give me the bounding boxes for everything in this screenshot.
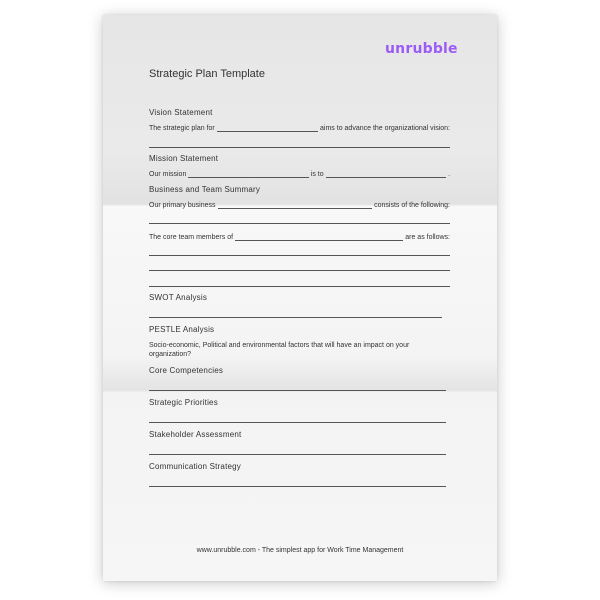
vision-plan-blank[interactable] <box>217 124 318 132</box>
business-line <box>149 201 450 209</box>
team-suffix: are as follows: <box>405 234 450 241</box>
core-competencies-heading: Core Competencies <box>149 366 224 375</box>
footer-text: www.unrubble.com - The simplest app for Work Time Management <box>196 547 404 554</box>
team-prefix: The core team members of <box>149 234 234 241</box>
mission-purpose-blank[interactable] <box>326 170 446 178</box>
page-title: Strategic Plan Template <box>149 68 265 80</box>
mission-blank[interactable] <box>188 170 308 178</box>
vision-suffix: aims to advance the organizational vision: <box>320 125 450 132</box>
mission-line <box>149 170 450 178</box>
swot-answer-line[interactable] <box>149 317 442 318</box>
swot-heading: SWOT Analysis <box>149 293 208 302</box>
strategic-priorities-heading: Strategic Priorities <box>149 398 218 407</box>
business-suffix: consists of the following: <box>374 202 450 209</box>
mission-prefix: Our mission <box>149 171 187 178</box>
unrubble-logo: unrubble <box>385 41 458 57</box>
business-blank[interactable] <box>218 201 373 209</box>
communication-answer-line[interactable] <box>149 486 446 487</box>
strategic-priorities-answer-line[interactable] <box>149 422 446 423</box>
team-answer-line-2[interactable] <box>149 270 450 271</box>
pestle-heading: PESTLE Analysis <box>149 325 215 334</box>
vision-line <box>149 124 450 132</box>
business-answer-line[interactable] <box>149 223 450 224</box>
team-answer-line-1[interactable] <box>149 255 450 256</box>
vision-prefix: The strategic plan for <box>149 125 215 132</box>
mission-suffix: . <box>448 171 451 178</box>
core-competencies-answer-line[interactable] <box>149 390 446 391</box>
team-answer-line-3[interactable] <box>149 286 450 287</box>
vision-answer-line[interactable] <box>149 147 450 148</box>
stakeholder-heading: Stakeholder Assessment <box>149 430 242 439</box>
pestle-question: Socio-economic, Political and environmental factors that will have an impact on your organization? <box>149 342 410 358</box>
mission-middle: is to <box>310 171 324 178</box>
business-prefix: Our primary business <box>149 202 216 209</box>
business-heading: Business and Team Summary <box>149 185 261 194</box>
team-blank[interactable] <box>235 233 403 241</box>
communication-heading: Communication Strategy <box>149 462 241 471</box>
team-line <box>149 233 450 241</box>
mission-heading: Mission Statement <box>149 154 219 163</box>
vision-heading: Vision Statement <box>149 108 213 117</box>
stakeholder-answer-line[interactable] <box>149 454 446 455</box>
